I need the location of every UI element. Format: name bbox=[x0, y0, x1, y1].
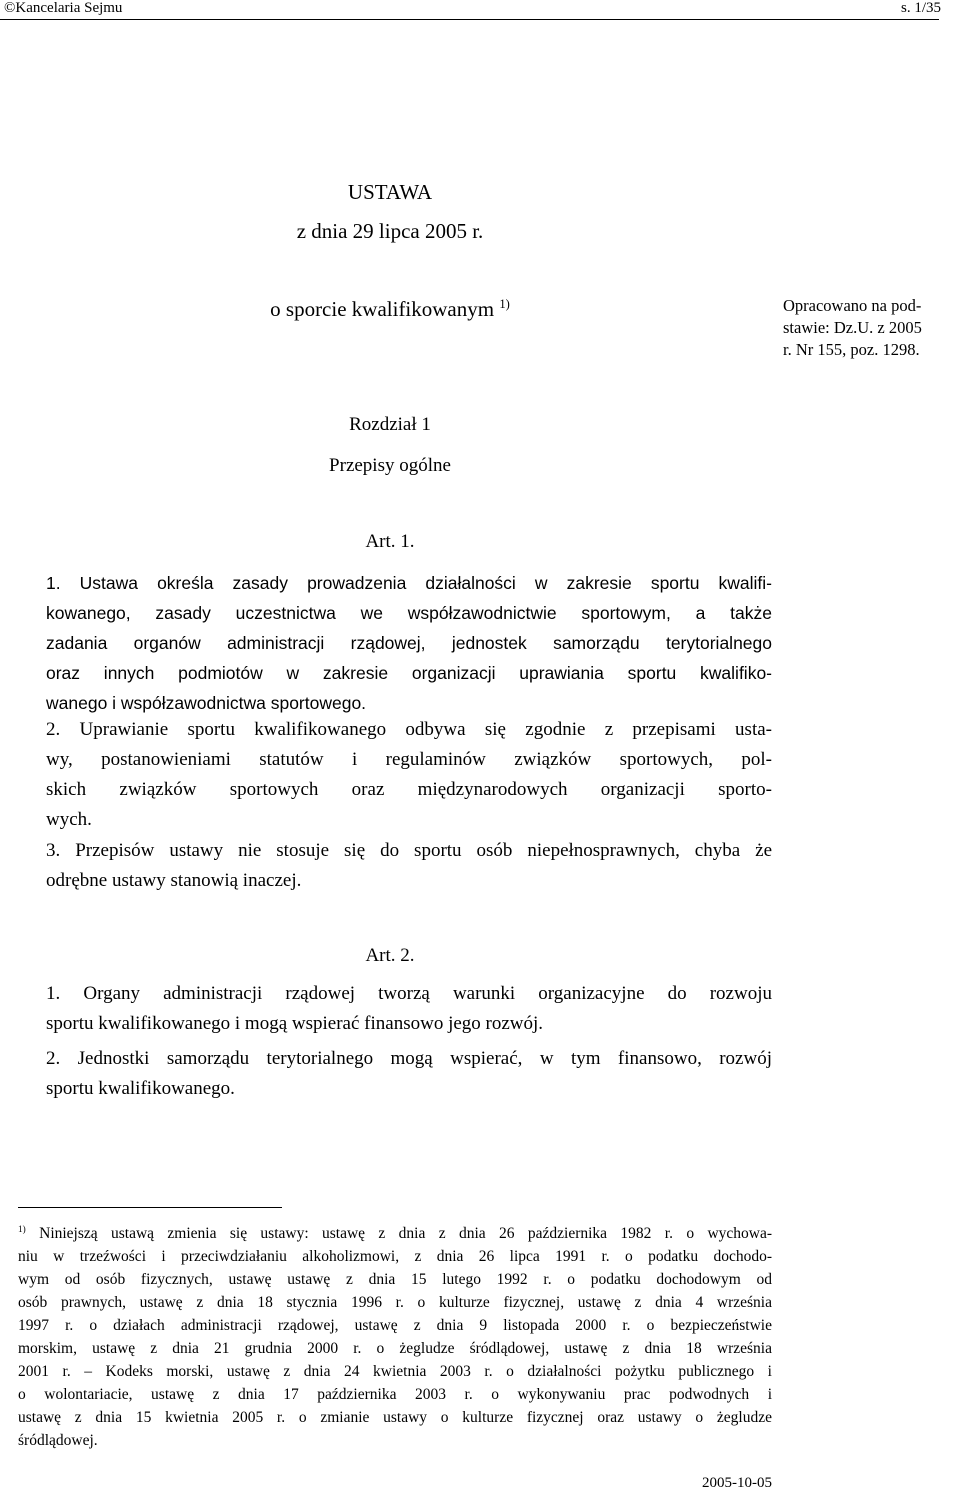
text-line: sportu kwalifikowanego. bbox=[46, 1078, 235, 1099]
footnote-line: osób prawnych, ustawę z dnia 18 stycznia 1996 r. o kulturze fizycznej, ustawę z dnia 4 września bbox=[18, 1294, 772, 1311]
page-number: s. 1/35 bbox=[900, 0, 941, 16]
act-subject-text: o sporcie kwalifikowanym bbox=[270, 297, 495, 321]
header-publisher: ©Kancelaria Sejmu bbox=[4, 0, 123, 16]
footnote-ref: 1) bbox=[499, 297, 510, 311]
footnote-text: Niniejszą ustawą zmienia się ustawy: ustawę z dnia z dnia 26 października 1982 r. o wychowa- bbox=[39, 1225, 773, 1242]
text-line: 3. Przepisów ustawy nie stosuje się do sportu osób niepełnosprawnych, chyba że bbox=[46, 840, 772, 861]
text-line: sportu kwalifikowanego i mogą wspierać finansowo jego rozwój. bbox=[46, 1013, 544, 1034]
footnote-line: 1997 r. o działach administracji rządowej, ustawę z dnia 9 listopada 2000 r. o bezpieczeństwie bbox=[18, 1317, 772, 1334]
text-line: wych. bbox=[46, 809, 92, 830]
act-date: z dnia 29 lipca 2005 r. bbox=[296, 219, 484, 243]
act-subject bbox=[90, 297, 690, 322]
text-line: 1. Ustawa określa zasady prowadzenia działalności w zakresie sportu kwalifi- bbox=[46, 573, 772, 593]
article-2-heading: Art. 2. bbox=[365, 945, 415, 966]
art1-paragraph-3 bbox=[46, 836, 772, 896]
chapter-number: Rozdział 1 bbox=[349, 414, 431, 435]
footnote-line: 2001 r. – Kodeks morski, ustawę z dnia 24 kwietnia 2003 r. o działalności pożytku publicznego i bbox=[18, 1363, 772, 1380]
source-note-line: stawie: Dz.U. z 2005 bbox=[783, 318, 922, 337]
chapter-name: Przepisy ogólne bbox=[329, 455, 451, 476]
source-note-line: r. Nr 155, poz. 1298. bbox=[783, 340, 920, 359]
text-line: zadania organów administracji rządowej, jednostek samorządu terytorialnego bbox=[46, 633, 772, 653]
text-line: wy, postanowieniami statutów i regulaminów związków sportowych, pol- bbox=[46, 749, 772, 770]
text-line: 2. Jednostki samorządu terytorialnego mogą wspierać, w tym finansowo, rozwój bbox=[46, 1048, 772, 1069]
footnote-divider bbox=[18, 1207, 282, 1208]
footnote-line: morskim, ustawę z dnia 21 grudnia 2000 r. o żegludze śródlądowej, ustawę z dnia 18 września bbox=[18, 1340, 772, 1357]
act-type: USTAWA bbox=[347, 180, 433, 204]
text-line: skich związków sportowych oraz międzynarodowych organizacji sporto- bbox=[46, 779, 772, 800]
footnote-line: śródlądowej. bbox=[18, 1432, 98, 1449]
text-line: wanego i współzawodnictwa sportowego. bbox=[46, 693, 367, 713]
footnote-line bbox=[18, 1222, 772, 1245]
art2-paragraph-2 bbox=[46, 1044, 772, 1104]
footnote-line: wym od osób fizycznych, ustawę ustawę z dnia 15 lutego 1992 r. o podatku dochodowym od bbox=[18, 1271, 772, 1288]
text-line: odrębne ustawy stanowią inaczej. bbox=[46, 870, 302, 891]
header-divider bbox=[0, 19, 939, 20]
art1-paragraph-2 bbox=[46, 715, 772, 835]
art2-paragraph-1 bbox=[46, 979, 772, 1039]
footnote-line: niu w trzeźwości i przeciwdziałaniu alkoholizmowi, z dnia 26 lipca 1991 r. o podatku dochodo- bbox=[18, 1248, 772, 1265]
footnote-marker: 1) bbox=[18, 1224, 26, 1235]
footnote-line: o wolontariacie, ustawę z dnia 17 października 2003 r. o wykonywaniu prac podwodnych i bbox=[18, 1386, 772, 1403]
text-line: oraz innych podmiotów w zakresie organizacji uprawiania sportu kwalifiko- bbox=[46, 663, 772, 683]
text-line: 2. Uprawianie sportu kwalifikowanego odbywa się zgodnie z przepisami usta- bbox=[46, 719, 772, 740]
footnote-line: ustawę z dnia 15 kwietnia 2005 r. o zmianie ustawy o kulturze fizycznej oraz ustawy o żegludze bbox=[18, 1409, 772, 1426]
article-1-heading: Art. 1. bbox=[365, 531, 415, 552]
source-note bbox=[783, 295, 953, 361]
footnote bbox=[18, 1222, 772, 1452]
document-date: 2005-10-05 bbox=[702, 1475, 772, 1491]
text-line: kowanego, zasady uczestnictwa we współzawodnictwie sportowym, a także bbox=[46, 603, 772, 623]
art1-paragraph-1 bbox=[46, 568, 772, 718]
source-note-line: Opracowano na pod- bbox=[783, 296, 922, 315]
text-line: 1. Organy administracji rządowej tworzą warunki organizacyjne do rozwoju bbox=[46, 983, 772, 1004]
